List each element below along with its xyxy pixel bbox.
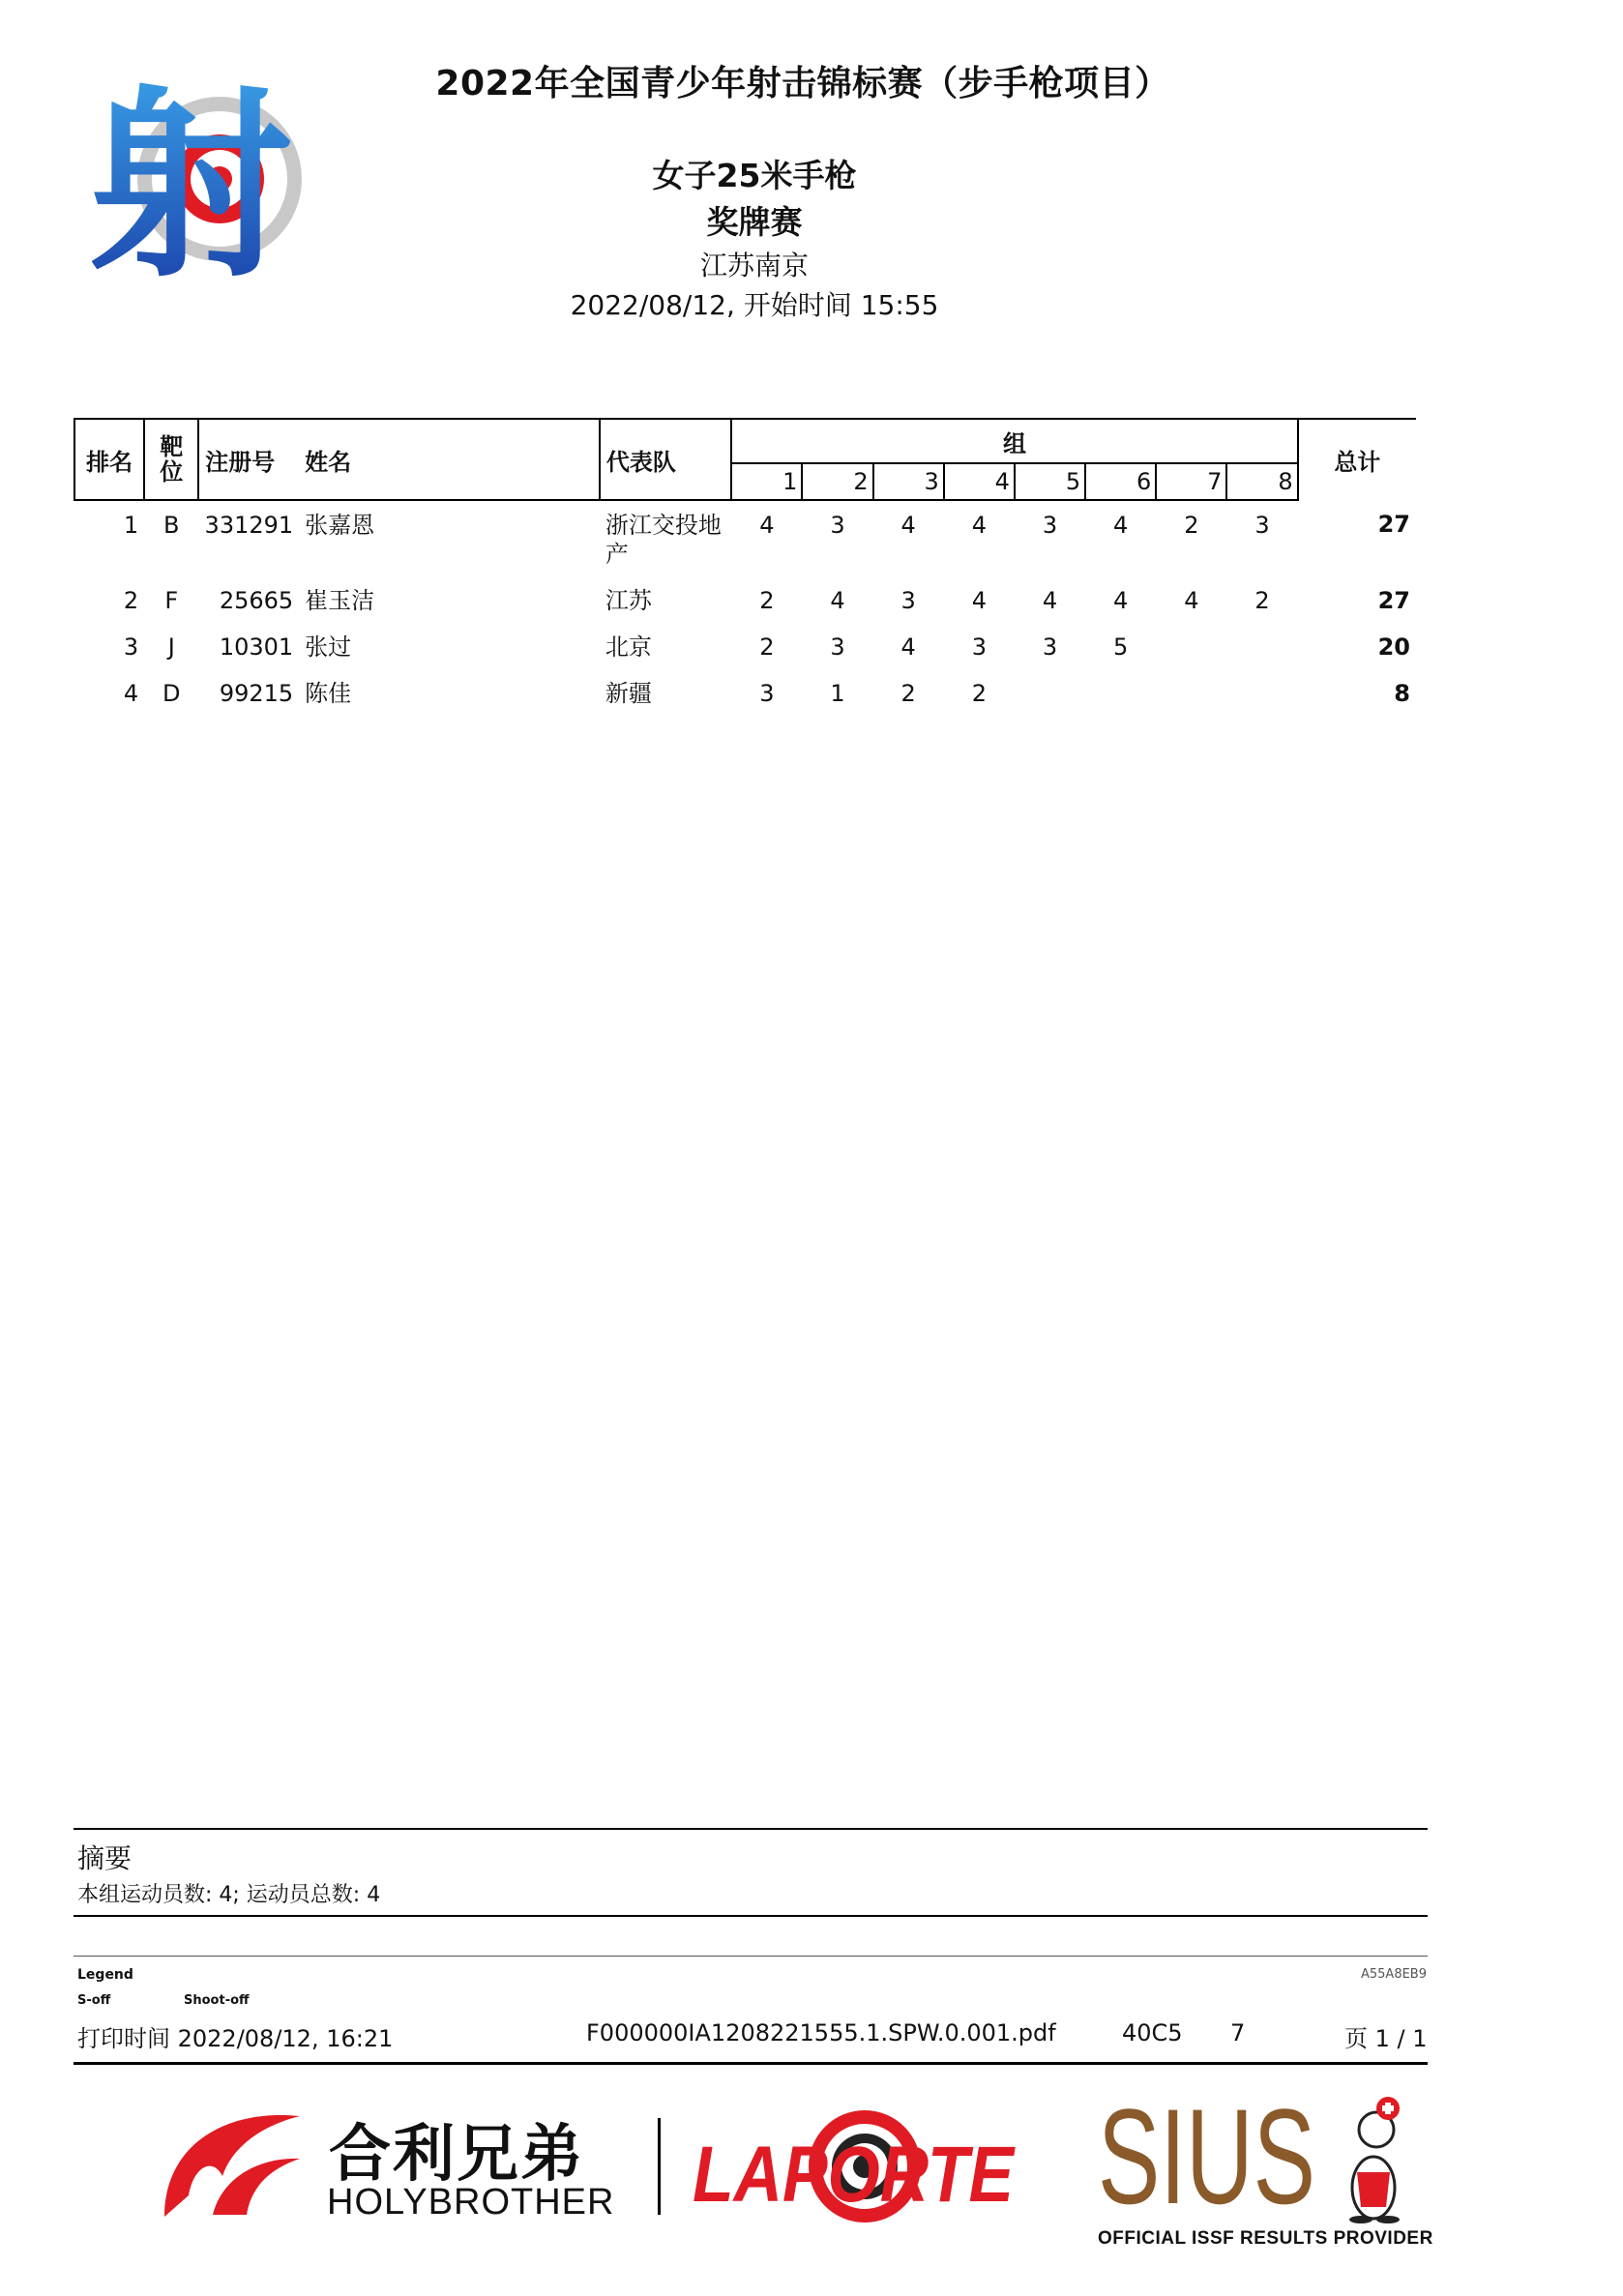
summary-top-divider — [74, 1828, 1428, 1830]
footer-code: 40C5 — [1122, 2019, 1183, 2046]
results-table — [74, 418, 1416, 716]
col-series-8: 8 — [1226, 463, 1297, 500]
holybrother-cn: 合利兄弟 — [329, 2119, 584, 2191]
shooting-logo — [89, 58, 297, 305]
series-cell: 3 — [1042, 512, 1058, 539]
reg-cell: 10301 — [219, 633, 294, 661]
target-cell: D — [162, 680, 181, 707]
stage-name: 奖牌赛 — [706, 203, 803, 241]
sponsor-separator — [658, 2118, 661, 2215]
col-total: 总计 — [1298, 419, 1416, 500]
holybrother-en: HOLYBROTHER — [327, 2182, 615, 2222]
series-cell: 3 — [971, 633, 987, 661]
series-cell — [1015, 669, 1085, 716]
summary-bottom-divider — [74, 1915, 1428, 1917]
series-cell: 2 — [900, 680, 916, 707]
series-cell: 4 — [900, 512, 916, 539]
total-cell: 27 — [1377, 587, 1410, 614]
series-cell: 4 — [971, 512, 987, 539]
target-cell: J — [167, 633, 175, 661]
series-cell: 4 — [971, 587, 987, 614]
series-cell: 3 — [1042, 633, 1058, 661]
series-cell — [1156, 669, 1226, 716]
total-cell: 27 — [1377, 511, 1410, 538]
laporte-text: LAPORTE — [693, 2131, 1016, 2219]
table-row — [74, 500, 1416, 576]
name-cell: 张嘉恩 — [305, 512, 375, 539]
col-series-6: 6 — [1085, 463, 1156, 500]
col-series-3: 3 — [873, 463, 944, 500]
col-target: 靶位 — [144, 419, 198, 500]
sius-mascot-icon — [1349, 2097, 1400, 2223]
legend-divider — [74, 1956, 1428, 1957]
series-cell: 2 — [971, 680, 987, 707]
col-series-7: 7 — [1156, 463, 1226, 500]
target-cell: B — [163, 512, 180, 539]
sius-tagline: OFFICIAL ISSF RESULTS PROVIDER — [1098, 2228, 1433, 2249]
series-cell: 4 — [830, 587, 845, 614]
series-cell: 2 — [1254, 587, 1270, 614]
series-cell: 3 — [759, 680, 775, 707]
series-cell: 4 — [759, 512, 775, 539]
series-cell: 2 — [759, 633, 775, 661]
series-cell: 3 — [1254, 512, 1270, 539]
series-cell: 4 — [1184, 587, 1199, 614]
reg-cell: 25665 — [219, 587, 294, 614]
col-reg: 注册号 — [198, 419, 299, 500]
total-cell: 8 — [1394, 680, 1410, 707]
team-cell: 新疆 — [605, 680, 652, 707]
col-team: 代表队 — [600, 419, 731, 500]
table-row — [74, 576, 1416, 623]
team-cell: 北京 — [605, 633, 652, 661]
summary-title: 摘要 — [77, 1842, 133, 1874]
series-cell: 2 — [1184, 512, 1199, 539]
legend-meaning: Shoot-off — [184, 1993, 250, 2008]
team-cell: 浙江交投地产 — [605, 512, 722, 568]
series-cell: 4 — [1042, 587, 1058, 614]
target-cell: F — [164, 587, 179, 614]
series-cell: 4 — [1113, 512, 1129, 539]
col-series-1: 1 — [731, 463, 802, 500]
col-name: 姓名 — [299, 419, 600, 500]
series-cell — [1226, 669, 1297, 716]
name-cell: 张过 — [305, 633, 352, 661]
series-cell: 1 — [830, 680, 845, 707]
page-title: 2022年全国青少年射击锦标赛（步手枪项目） — [435, 64, 1170, 103]
footer-number: 7 — [1230, 2019, 1246, 2046]
name-cell: 陈佳 — [305, 680, 352, 707]
series-cell: 4 — [900, 633, 916, 661]
sius-logo — [1098, 2079, 1422, 2232]
footer-divider — [74, 2062, 1428, 2065]
reg-cell: 331291 — [204, 512, 294, 539]
rank-cell: 1 — [123, 512, 139, 539]
col-series-4: 4 — [944, 463, 1015, 500]
series-cell: 4 — [1113, 587, 1129, 614]
table-row — [74, 623, 1416, 669]
venue: 江苏南京 — [699, 250, 809, 281]
series-cell: 2 — [759, 587, 775, 614]
series-cell: 3 — [900, 587, 916, 614]
series-cell: 3 — [830, 633, 845, 661]
series-cell: 3 — [830, 512, 845, 539]
table-row — [74, 669, 1416, 716]
page-number: 页 1 / 1 — [1344, 2025, 1428, 2052]
document-code: A55A8EB9 — [1360, 1967, 1427, 1982]
event-name: 女子25米手枪 — [652, 157, 857, 194]
rank-cell: 3 — [123, 633, 139, 661]
summary-text: 本组运动员数: 4; 运动员总数: 4 — [77, 1883, 381, 1907]
holybrother-logo-icon — [155, 2108, 310, 2224]
col-series-2: 2 — [802, 463, 872, 500]
sius-text: SIUS — [1098, 2080, 1315, 2232]
team-cell: 江苏 — [605, 587, 652, 614]
rank-cell: 2 — [123, 587, 139, 614]
series-cell — [1226, 623, 1297, 669]
print-time: 打印时间 2022/08/12, 16:21 — [77, 2025, 394, 2052]
logo-glyph: 射 — [89, 66, 293, 305]
col-rank: 排名 — [74, 419, 144, 500]
series-cell — [1156, 623, 1226, 669]
series-cell — [1085, 669, 1156, 716]
col-group: 组 — [731, 419, 1297, 463]
name-cell: 崔玉洁 — [305, 587, 375, 614]
reg-cell: 99215 — [219, 680, 294, 707]
laporte-logo — [689, 2101, 1018, 2226]
legend-title: Legend — [77, 1967, 133, 1983]
datetime: 2022/08/12, 开始时间 15:55 — [570, 289, 939, 321]
file-name: F000000IA1208221555.1.SPW.0.001.pdf — [586, 2019, 1056, 2046]
total-cell: 20 — [1377, 633, 1410, 661]
series-cell: 5 — [1113, 633, 1129, 661]
legend-abbr: S-off — [77, 1993, 111, 2008]
col-series-5: 5 — [1015, 463, 1085, 500]
rank-cell: 4 — [123, 680, 139, 707]
